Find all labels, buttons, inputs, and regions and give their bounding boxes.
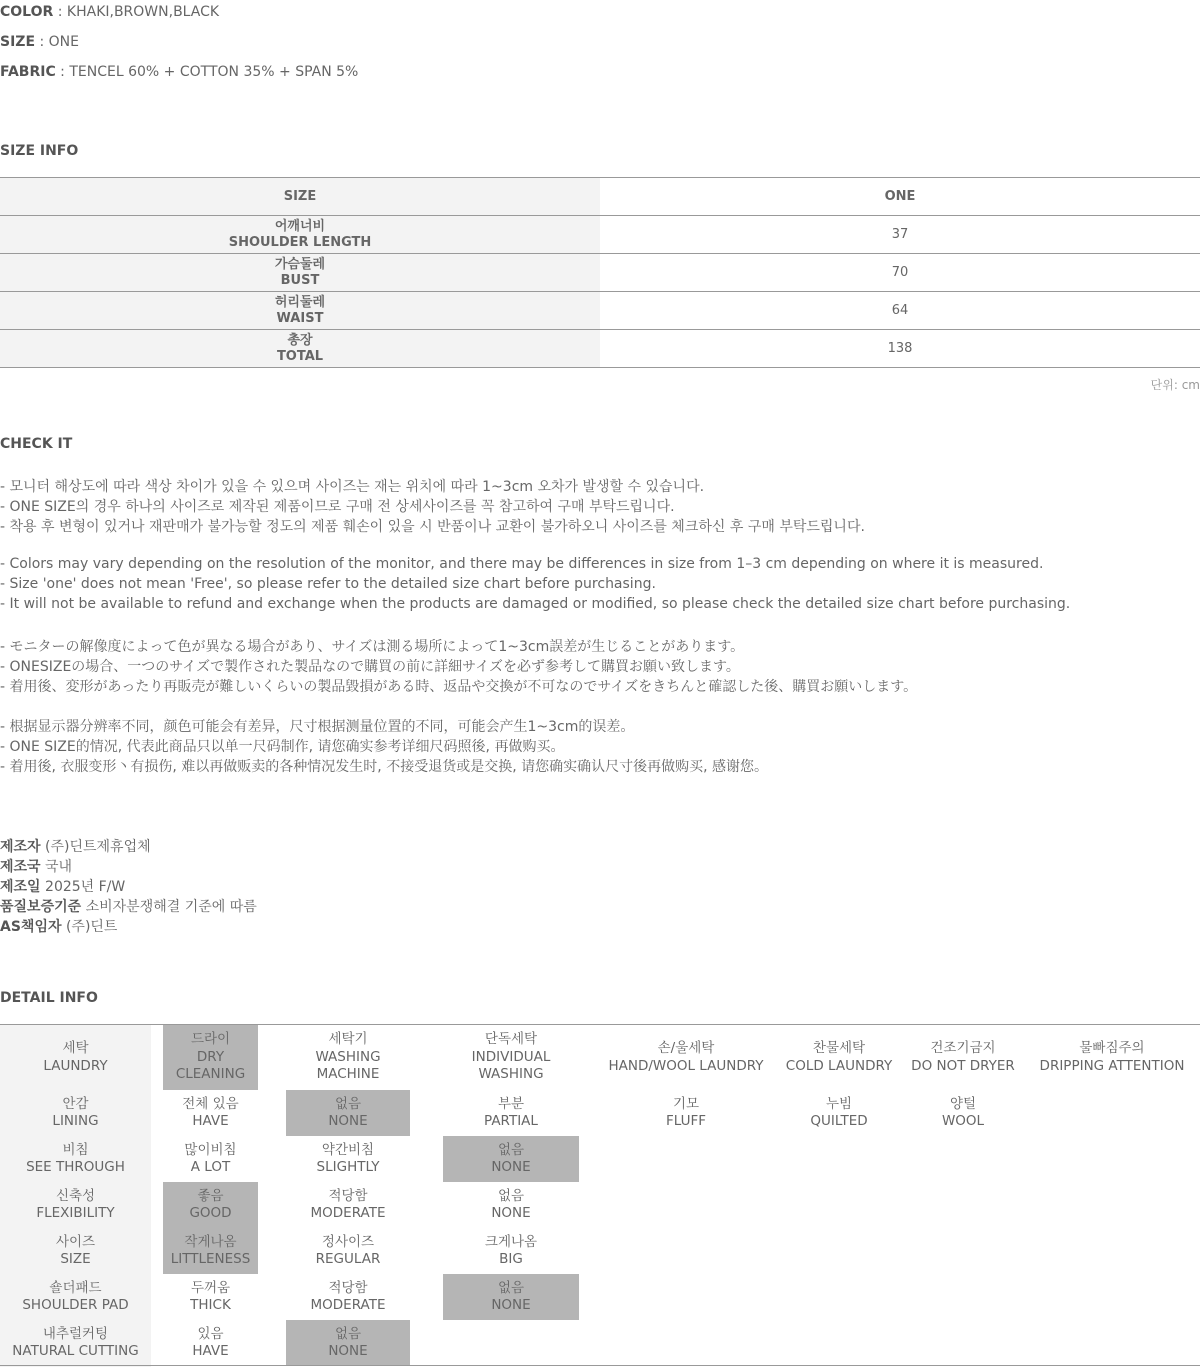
check-line-ko-1: - 모니터 해상도에 따라 색상 차이가 있을 수 있으며 사이즈는 재는 위치에 따라 1~3cm 오차가 발생할 수 있습니다.	[0, 479, 705, 495]
detail-option-text: NONE	[328, 1343, 368, 1359]
spec-size: SIZE : ONE	[0, 34, 79, 50]
detail-option-text: NONE	[491, 1205, 531, 1221]
detail-option-text: 없음	[497, 1141, 525, 1158]
detail-option-text: 양털	[949, 1095, 977, 1112]
maker-label: AS책임자	[0, 919, 62, 935]
detail-row-label-text: 안감	[62, 1095, 89, 1112]
maker-value: (주)딘트제휴업체	[45, 839, 151, 855]
detail-option-text: DO NOT DRYER	[911, 1057, 1015, 1074]
detail-option-text: INDIVIDUAL WASHING	[471, 1048, 551, 1083]
detail-row-label	[0, 1182, 151, 1228]
detail-info-grid	[0, 1024, 1200, 1367]
maker-value: (주)딘트	[65, 919, 118, 935]
detail-row-label-text: SIZE	[60, 1251, 91, 1267]
detail-option-text: NONE	[491, 1159, 531, 1175]
detail-option-text: 없음	[334, 1325, 362, 1342]
detail-option-text: 정사이즈	[321, 1233, 375, 1250]
maker-row	[0, 896, 257, 916]
maker-label: 품질보증기준	[0, 899, 82, 915]
spec-fabric: FABRIC : TENCEL 60% + COTTON 35% + SPAN 5%	[0, 64, 359, 80]
measure-label-ko: 총장	[287, 332, 313, 348]
measure-value: 138	[887, 341, 913, 356]
size-table-header	[0, 178, 1200, 216]
check-line-ja-2: - ONESIZEの場合、一つのサイズで製作された製品なので購買の前に詳細サイズを必ず参考して購買お願い致します。	[0, 659, 740, 675]
detail-option	[286, 1136, 410, 1182]
detail-option	[910, 1025, 1016, 1090]
maker-row	[0, 876, 125, 896]
measure-value: 64	[891, 303, 909, 318]
detail-row-label	[0, 1274, 151, 1320]
detail-option-text: 건조기금지	[930, 1040, 996, 1056]
detail-row-label-text: LINING	[52, 1113, 99, 1129]
spec-color: COLOR : KHAKI,BROWN,BLACK	[0, 4, 220, 20]
detail-row-label	[0, 1090, 151, 1136]
spec-fabric-value: TENCEL 60% + COTTON 35% + SPAN 5%	[69, 64, 359, 80]
detail-option-text: 적당함	[328, 1279, 368, 1296]
detail-option-text: WOOL	[941, 1113, 985, 1129]
detail-option-selected	[286, 1320, 410, 1366]
detail-option-selected	[286, 1090, 410, 1136]
check-line-zh-2: - ONE SIZE的情况, 代表此商品只以单一尺码制作, 请您确实参考详细尺码照後, 再做购买。	[0, 739, 565, 755]
size-table	[0, 177, 1200, 368]
detail-option	[286, 1182, 410, 1228]
size-info-title: SIZE INFO	[0, 143, 79, 159]
detail-option-text: COLD LAUNDRY	[785, 1057, 893, 1074]
check-line-ja-1: - モニターの解像度によって色が異なる場合があり、サイズは測る場所によって1~3cm誤差が生じることがあります。	[0, 639, 745, 655]
measure-label	[0, 216, 600, 253]
check-line-ja-3: - 着用後、変形があったり再販売が難しいくらいの製品毀損がある時、返品や交換が不可なのでサイズをきちんと確認した後、購買お願いします。	[0, 679, 918, 695]
detail-option	[443, 1090, 579, 1136]
detail-option-text: NONE	[491, 1297, 531, 1313]
detail-row-label-text: 비침	[62, 1141, 89, 1158]
detail-option-text: PARTIAL	[484, 1113, 538, 1129]
unit-note: 단위: cm	[1150, 378, 1200, 392]
detail-option	[783, 1025, 895, 1090]
detail-row-label-text: FLEXIBILITY	[36, 1205, 115, 1221]
detail-row-label-text: 사이즈	[55, 1233, 96, 1250]
table-row	[0, 254, 1200, 292]
check-line-zh-1: - 根据显示器分辨率不同，颜色可能会有差异，尺寸根据测量位置的不同，可能会产生1~3cm的误差。	[0, 719, 635, 735]
detail-option-text: NONE	[328, 1113, 368, 1129]
measure-label	[0, 292, 600, 329]
detail-option-text: 많이비침	[184, 1141, 237, 1158]
detail-row-label-text: 숄더패드	[49, 1279, 102, 1296]
detail-row-label	[0, 1320, 151, 1366]
detail-option	[163, 1136, 258, 1182]
detail-row-label-text: LAUNDRY	[43, 1057, 108, 1074]
detail-row-label-text: SHOULDER PAD	[22, 1297, 129, 1313]
detail-option	[286, 1025, 410, 1090]
detail-option-text: REGULAR	[315, 1251, 381, 1267]
measure-label-ko: 어깨너비	[274, 218, 326, 234]
measure-label-ko: 허리둘레	[274, 294, 326, 310]
detail-option-text: DRIPPING ATTENTION	[1039, 1057, 1185, 1074]
table-row	[0, 292, 1200, 330]
detail-option	[163, 1274, 258, 1320]
detail-option	[608, 1090, 764, 1136]
check-line-zh-3: - 着用後, 衣服变形丶有损伤, 难以再做贩卖的各种情况发生时, 不接受退货或是交换, 请您确实确认尺寸後再做购买, 感谢您。	[0, 759, 769, 775]
detail-option-text: 물빠짐주의	[1079, 1040, 1145, 1056]
detail-option-text: 없음	[334, 1095, 362, 1112]
detail-row-label	[0, 1136, 151, 1182]
detail-option-text: LITTLENESS	[170, 1251, 251, 1267]
detail-option-text: HAND/WOOL LAUNDRY	[608, 1057, 764, 1074]
detail-row-label-text: SEE THROUGH	[26, 1159, 125, 1175]
detail-option-text: 손/울세탁	[657, 1040, 715, 1056]
detail-info-title: DETAIL INFO	[0, 990, 98, 1006]
detail-option-text: 없음	[497, 1279, 525, 1296]
detail-option-text: 있음	[197, 1325, 224, 1342]
detail-option-text: FLUFF	[665, 1113, 707, 1129]
spec-fabric-label: FABRIC	[0, 64, 56, 80]
measure-value: 37	[891, 227, 909, 242]
detail-option	[163, 1320, 258, 1366]
maker-row	[0, 856, 72, 876]
detail-row-label	[0, 1228, 151, 1274]
check-line-en-1: - Colors may vary depending on the resolution of the monitor, and there may be differences in size from 1–3 cm depending on where it is measured.	[0, 556, 1044, 572]
detail-option-text: HAVE	[192, 1113, 229, 1129]
detail-option-selected	[163, 1182, 258, 1228]
detail-option	[910, 1090, 1016, 1136]
detail-option-text: A LOT	[190, 1159, 231, 1175]
maker-label: 제조일	[0, 879, 41, 895]
measure-value: 70	[891, 265, 909, 280]
maker-label: 제조국	[0, 859, 41, 875]
detail-option	[286, 1274, 410, 1320]
detail-option-text: 기모	[672, 1095, 700, 1112]
detail-option-text: 두꺼움	[190, 1279, 231, 1296]
check-line-ko-2: - ONE SIZE의 경우 하나의 사이즈로 제작된 제품이므로 구매 전 상세사이즈를 꼭 참고하여 구매 부탁드립니다.	[0, 499, 675, 515]
detail-option-text: SLIGHTLY	[316, 1159, 380, 1175]
size-header-value: ONE	[884, 189, 916, 204]
detail-option-text: GOOD	[189, 1205, 232, 1221]
detail-option	[443, 1182, 579, 1228]
spec-color-value: KHAKI,BROWN,BLACK	[66, 4, 220, 20]
detail-option-text: 크게나옴	[484, 1233, 538, 1250]
detail-option	[286, 1228, 410, 1274]
spec-color-label: COLOR	[0, 4, 54, 20]
detail-option-text: 세탁기	[328, 1031, 368, 1048]
measure-label-en: TOTAL	[276, 348, 324, 364]
detail-option	[163, 1090, 258, 1136]
maker-value: 2025년 F/W	[45, 879, 126, 895]
measure-label	[0, 254, 600, 291]
detail-option-text: 드라이	[190, 1031, 231, 1048]
measure-label-en: WAIST	[276, 310, 324, 326]
check-line-en-2: - Size 'one' does not mean 'Free', so please refer to the detailed size chart before purchasing.	[0, 576, 656, 592]
detail-row-label-text: 내추럴커팅	[42, 1325, 109, 1342]
detail-option-text: 누빔	[825, 1095, 853, 1112]
detail-row-label-text: 신축성	[55, 1187, 96, 1204]
detail-row-label	[0, 1025, 151, 1090]
detail-option-text: MODERATE	[310, 1205, 386, 1221]
table-row	[0, 216, 1200, 254]
maker-value: 소비자분쟁해결 기준에 따름	[85, 899, 257, 915]
detail-option-text: 부분	[497, 1095, 525, 1112]
detail-option-text: CLEANING	[175, 1066, 246, 1083]
check-line-en-3: - It will not be available to refund and exchange when the products are damaged or modified, so please check the detailed size chart before purchasing.	[0, 596, 1071, 612]
detail-option-text: 약간비침	[321, 1141, 375, 1158]
maker-row	[0, 836, 151, 856]
maker-value: 국내	[45, 859, 73, 875]
detail-option-text: 찬물세탁	[812, 1040, 866, 1056]
detail-row-label-text: 세탁	[62, 1040, 89, 1056]
detail-option-text: 좋음	[197, 1187, 224, 1204]
detail-option-text: DRY	[196, 1048, 225, 1065]
detail-option	[608, 1025, 764, 1090]
detail-option-text: MODERATE	[310, 1297, 386, 1313]
detail-option-text: 단독세탁	[484, 1031, 538, 1048]
detail-row-label-text: NATURAL CUTTING	[12, 1343, 139, 1359]
detail-option-selected	[163, 1025, 258, 1090]
detail-option-text: 없음	[497, 1187, 525, 1204]
detail-option-text: 전체 있음	[182, 1095, 239, 1112]
table-row	[0, 330, 1200, 368]
size-header-label: SIZE	[0, 178, 600, 215]
check-it-title: CHECK IT	[0, 436, 73, 452]
maker-row	[0, 916, 117, 936]
detail-option-text: 적당함	[328, 1187, 368, 1204]
detail-option	[443, 1025, 579, 1090]
measure-label-en: SHOULDER LENGTH	[228, 234, 372, 250]
measure-label-ko: 가슴둘레	[274, 256, 326, 272]
detail-option-text: WASHING MACHINE	[315, 1048, 381, 1083]
detail-option-text: BIG	[499, 1251, 523, 1267]
check-line-ko-3: - 착용 후 변형이 있거나 재판매가 불가능할 정도의 제품 훼손이 있을 시 반품이나 교환이 불가하오니 사이즈를 체크하신 후 구매 부탁드립니다.	[0, 519, 865, 535]
measure-label-en: BUST	[280, 272, 320, 288]
detail-option-text: 작게나옴	[184, 1233, 237, 1250]
detail-option-selected	[163, 1228, 258, 1274]
measure-label	[0, 330, 600, 367]
maker-label: 제조자	[0, 839, 41, 855]
detail-option-text: HAVE	[192, 1343, 229, 1359]
detail-option	[783, 1090, 895, 1136]
detail-option	[1037, 1025, 1187, 1090]
detail-option	[443, 1228, 579, 1274]
detail-option-text: QUILTED	[810, 1113, 868, 1129]
spec-size-value: ONE	[48, 34, 79, 50]
detail-option-selected	[443, 1274, 579, 1320]
detail-option-selected	[443, 1136, 579, 1182]
detail-option-text: THICK	[190, 1297, 231, 1313]
spec-size-label: SIZE	[0, 34, 36, 50]
